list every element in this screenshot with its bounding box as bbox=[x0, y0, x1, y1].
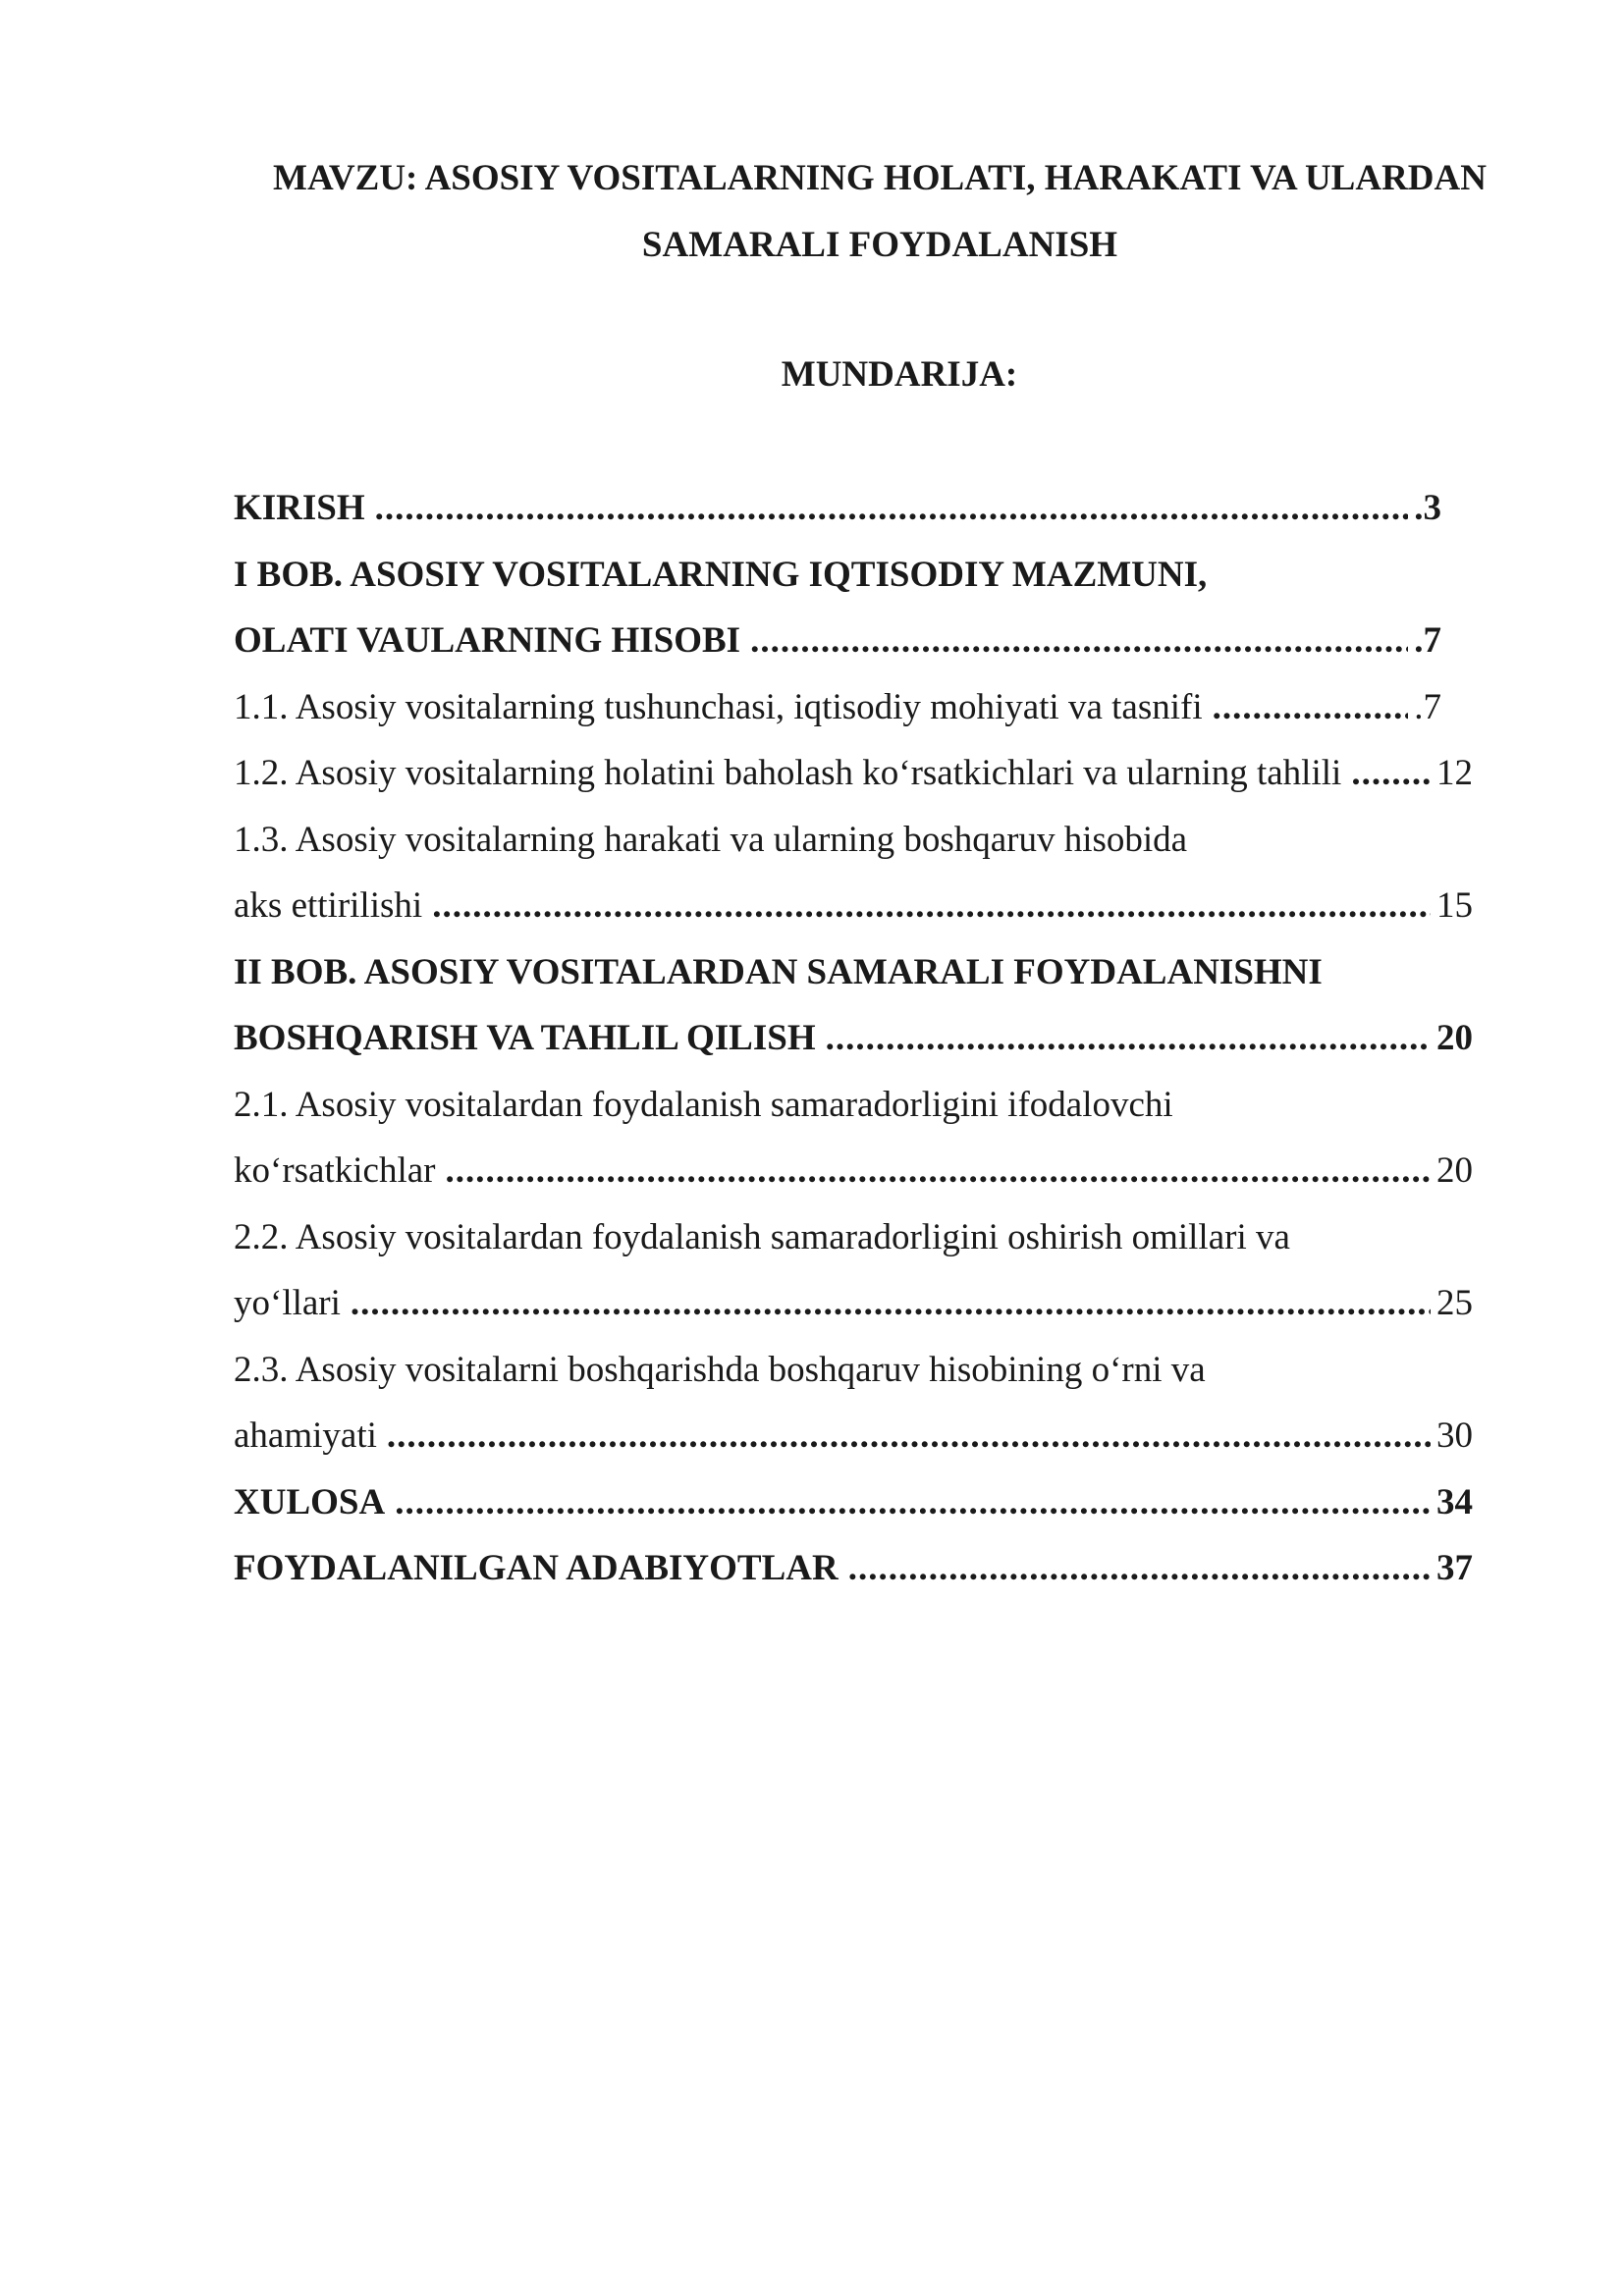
document-page bbox=[234, 145, 1526, 1602]
toc-entry-text: FOYDALANILGAN ADABIYOTLAR bbox=[234, 1548, 839, 1588]
toc-entry-text: 2.1. Asosiy vositalardan foydalanish samaradorligini ifodalovchi bbox=[234, 1084, 1173, 1125]
toc-entry-text: 2.2. Asosiy vositalardan foydalanish samaradorligini oshirish omillari va bbox=[234, 1216, 1290, 1257]
table-of-contents bbox=[234, 475, 1473, 1602]
toc-entry-section-2-1-title[interactable] bbox=[234, 1072, 1473, 1139]
contents-heading: MUNDARIJA: bbox=[781, 354, 1018, 395]
toc-page-number: .7 bbox=[1414, 620, 1441, 661]
toc-entry-chapter-2-title[interactable] bbox=[234, 939, 1473, 1006]
toc-entry-text: XULOSA bbox=[234, 1481, 386, 1522]
toc-entry-section-2-1[interactable] bbox=[234, 1138, 1473, 1204]
topic-title-line-1: MAVZU: ASOSIY VOSITALARNING HOLATI, HARAKATI VA ULARDAN bbox=[273, 158, 1487, 198]
toc-page-number: 30 bbox=[1436, 1415, 1473, 1456]
toc-page-number: 20 bbox=[1436, 1018, 1473, 1058]
toc-page-number: 20 bbox=[1436, 1150, 1473, 1191]
toc-leader-dots bbox=[395, 1469, 1431, 1536]
toc-entry-xulosa[interactable] bbox=[234, 1469, 1473, 1536]
toc-page-number: 12 bbox=[1436, 753, 1473, 793]
toc-leader-dots bbox=[445, 1138, 1431, 1204]
toc-entry-text: ko‘rsatkichlar bbox=[234, 1150, 436, 1191]
toc-entry-chapter-2[interactable] bbox=[234, 1005, 1473, 1072]
toc-entry-text: II BOB. ASOSIY VOSITALARDAN SAMARALI FOYDALANISHNI bbox=[234, 951, 1323, 992]
toc-entry-section-2-2-title[interactable] bbox=[234, 1204, 1473, 1271]
toc-entry-text: ahamiyati bbox=[234, 1415, 377, 1456]
toc-leader-dots bbox=[1213, 674, 1409, 741]
toc-entry-text: 2.3. Asosiy vositalarni boshqarishda boshqaruv hisobining o‘rni va bbox=[234, 1349, 1206, 1390]
toc-entry-section-2-3-title[interactable] bbox=[234, 1337, 1473, 1404]
toc-leader-dots bbox=[826, 1005, 1431, 1072]
toc-entry-section-2-3[interactable] bbox=[234, 1403, 1473, 1469]
toc-entry-references[interactable] bbox=[234, 1535, 1473, 1602]
toc-page-number: 37 bbox=[1436, 1548, 1473, 1588]
toc-entry-text: I BOB. ASOSIY VOSITALARNING IQTISODIY MAZMUNI, bbox=[234, 554, 1208, 595]
toc-leader-dots bbox=[375, 475, 1409, 542]
toc-page-number: 15 bbox=[1436, 885, 1473, 926]
toc-entry-text: 1.3. Asosiy vositalarning harakati va ularning boshqaruv hisobida bbox=[234, 819, 1188, 860]
toc-entry-section-1-3[interactable] bbox=[234, 873, 1473, 939]
toc-entry-chapter-1[interactable] bbox=[234, 608, 1441, 674]
toc-page-number: .7 bbox=[1414, 686, 1441, 727]
toc-leader-dots bbox=[432, 873, 1431, 939]
toc-entry-text: OLATI VAULARNING HISOBI bbox=[234, 620, 741, 661]
toc-page-number: 25 bbox=[1436, 1283, 1473, 1323]
toc-leader-dots bbox=[351, 1270, 1431, 1337]
toc-entry-chapter-1-title[interactable] bbox=[234, 542, 1473, 609]
toc-entry-text: KIRISH bbox=[234, 488, 365, 528]
toc-entry-kirish[interactable] bbox=[234, 475, 1441, 542]
toc-entry-text: BOSHQARISH VA TAHLIL QILISH bbox=[234, 1018, 816, 1058]
toc-entry-text: aks ettirilishi bbox=[234, 885, 423, 926]
toc-entry-text: 1.2. Asosiy vositalarning holatini baholash ko‘rsatkichlari va ularning tahlili bbox=[234, 753, 1342, 793]
toc-leader-dots bbox=[848, 1535, 1431, 1602]
topic-title-line-2: SAMARALI FOYDALANISH bbox=[641, 225, 1118, 265]
toc-entry-text: yo‘llari bbox=[234, 1283, 341, 1323]
toc-entry-section-1-1[interactable] bbox=[234, 674, 1441, 741]
toc-page-number: 34 bbox=[1436, 1481, 1473, 1522]
toc-entry-section-2-2[interactable] bbox=[234, 1270, 1473, 1337]
toc-entry-section-1-3-title[interactable] bbox=[234, 807, 1473, 874]
toc-entry-section-1-2[interactable] bbox=[234, 740, 1473, 807]
toc-leader-dots bbox=[387, 1403, 1431, 1469]
toc-leader-dots bbox=[750, 608, 1408, 674]
toc-entry-text: 1.1. Asosiy vositalarning tushunchasi, iqtisodiy mohiyati va tasnifi bbox=[234, 686, 1203, 727]
toc-page-number: .3 bbox=[1414, 488, 1441, 528]
toc-leader-dots bbox=[1351, 740, 1431, 807]
